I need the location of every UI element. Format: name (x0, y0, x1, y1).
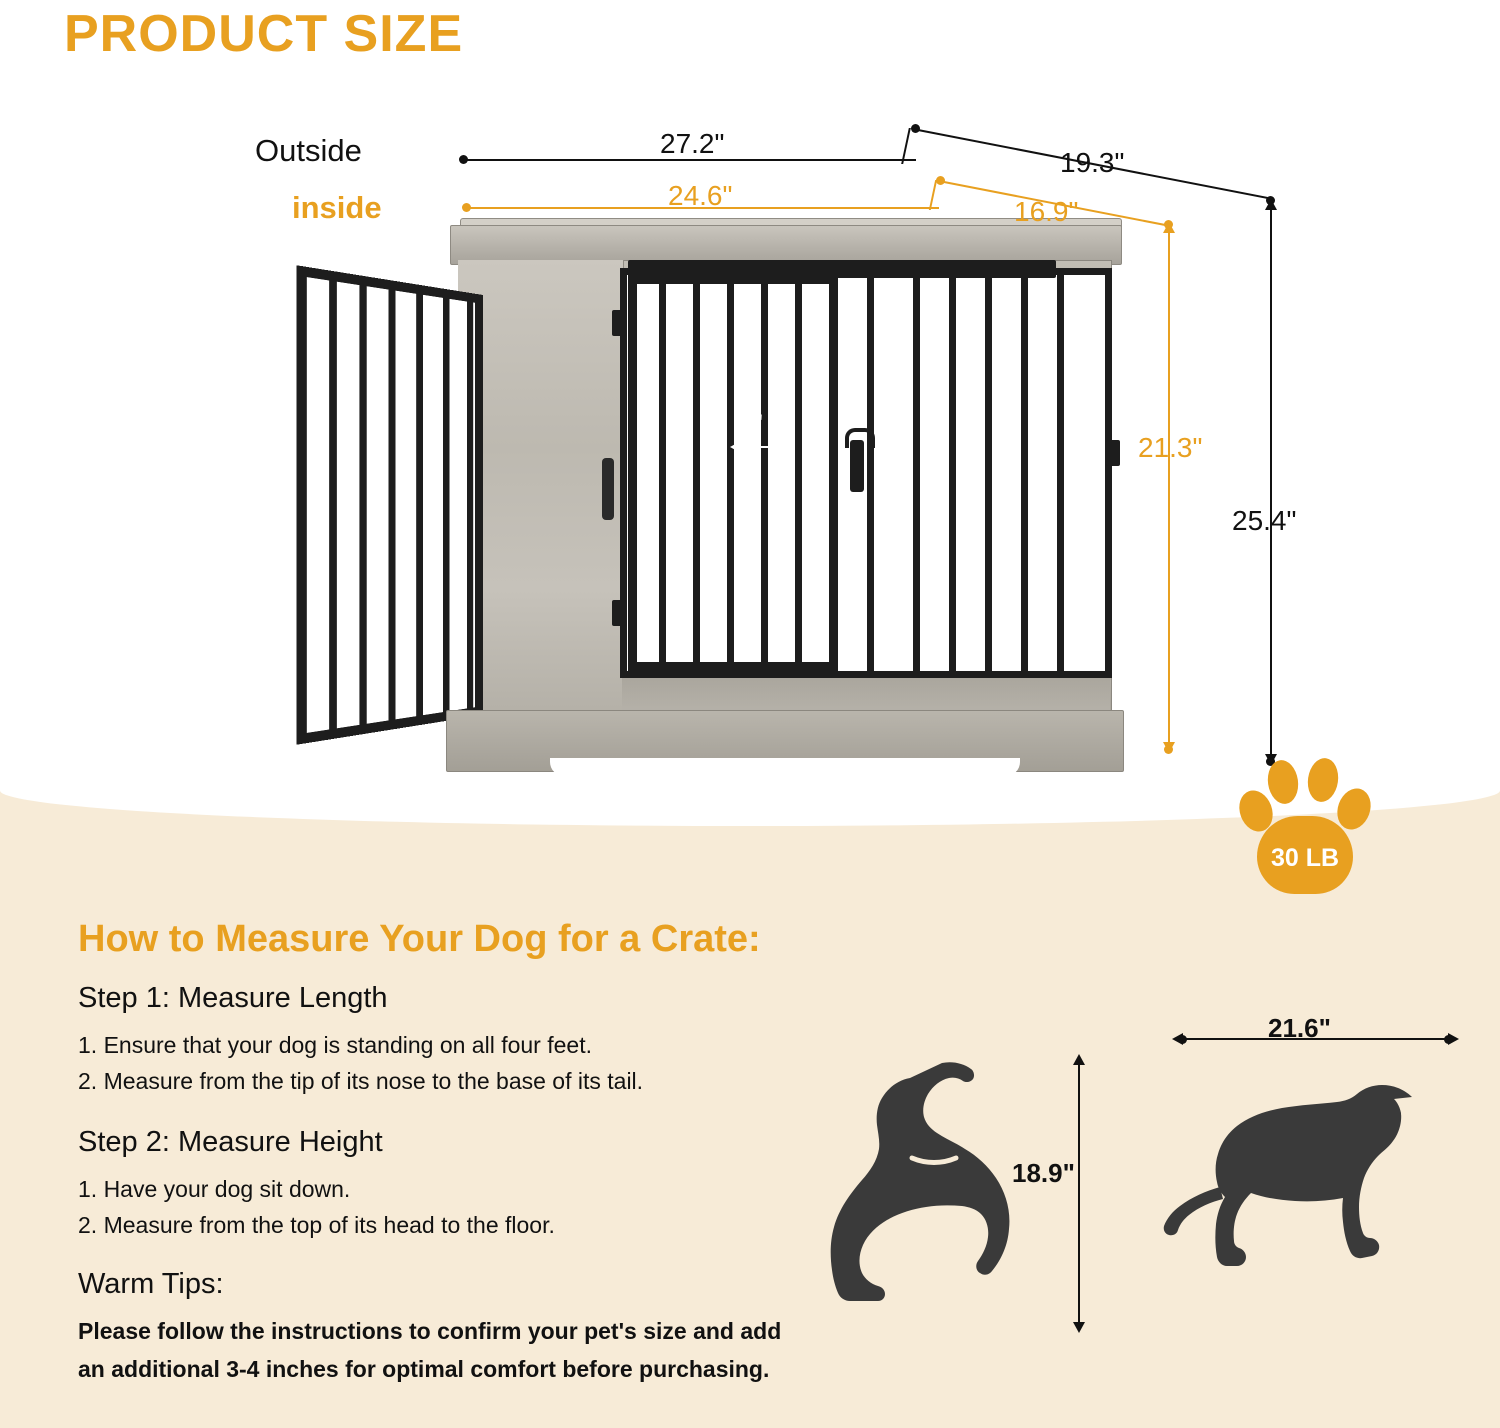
door-slide-rail (628, 260, 1056, 278)
sliding-door-front[interactable] (628, 275, 838, 671)
sitting-dog-silhouette (760, 1060, 1070, 1330)
hinge-icon (612, 600, 626, 626)
step-2-line-2: 2. Measure from the top of its head to the floor. (78, 1212, 555, 1238)
crate-top-panel (450, 225, 1122, 265)
dim-line-dog-height (1078, 1060, 1080, 1328)
weight-value: 30 LB (1270, 844, 1340, 872)
weight-paw-badge (1240, 756, 1370, 896)
dim-line-inside-height (1168, 228, 1170, 748)
warm-tips-line-2: an additional 3-4 inches for optimal comfort before purchasing. (78, 1356, 770, 1382)
warm-tips-line-1: Please follow the instructions to confirm your pet's size and add (78, 1318, 782, 1344)
hinge-icon (1106, 440, 1120, 466)
paw-toe-icon (1265, 758, 1301, 806)
hinge-icon (612, 310, 626, 336)
door-handle[interactable] (602, 458, 614, 520)
page-title: PRODUCT SIZE (64, 5, 464, 63)
inside-height-label: 21.3" (1138, 432, 1203, 463)
bar-gap-label: 2" (740, 410, 763, 438)
dog-length-label: 21.6" (1268, 1013, 1331, 1043)
dim-dot (1164, 745, 1173, 754)
step-2-line-1: 1. Have your dog sit down. (78, 1176, 351, 1202)
warm-tips-head: Warm Tips: (78, 1268, 224, 1300)
crate-base-notch (550, 758, 1020, 776)
paw-toe-icon (1305, 756, 1341, 804)
step-1-line-2: 2. Measure from the tip of its nose to the base of its tail. (78, 1068, 644, 1094)
outside-depth-label: 19.3" (1060, 147, 1125, 178)
step-2-head: Step 2: Measure Height (78, 1126, 383, 1158)
outside-height-label: 25.4" (1232, 505, 1297, 536)
step-1-head: Step 1: Measure Length (78, 982, 388, 1014)
step-1-line-1: 1. Ensure that your dog is standing on all four feet. (78, 1032, 592, 1058)
guide-title: How to Measure Your Dog for a Crate: (78, 918, 761, 960)
door-latch[interactable] (850, 440, 864, 492)
crate-illustration (250, 110, 1250, 810)
inside-depth-label: 16.9" (1014, 196, 1079, 227)
legend-outside-label: Outside (255, 133, 362, 168)
inside-width-label: 24.6" (668, 180, 733, 211)
dog-height-label: 18.9" (1012, 1158, 1075, 1188)
standing-dog-silhouette (1160, 1055, 1460, 1315)
open-side-door[interactable] (297, 265, 483, 744)
dim-line-outside-height (1270, 205, 1272, 760)
outside-width-label: 27.2" (660, 128, 725, 159)
bar-gap-line (736, 446, 782, 448)
legend-inside-label: inside (292, 190, 382, 225)
